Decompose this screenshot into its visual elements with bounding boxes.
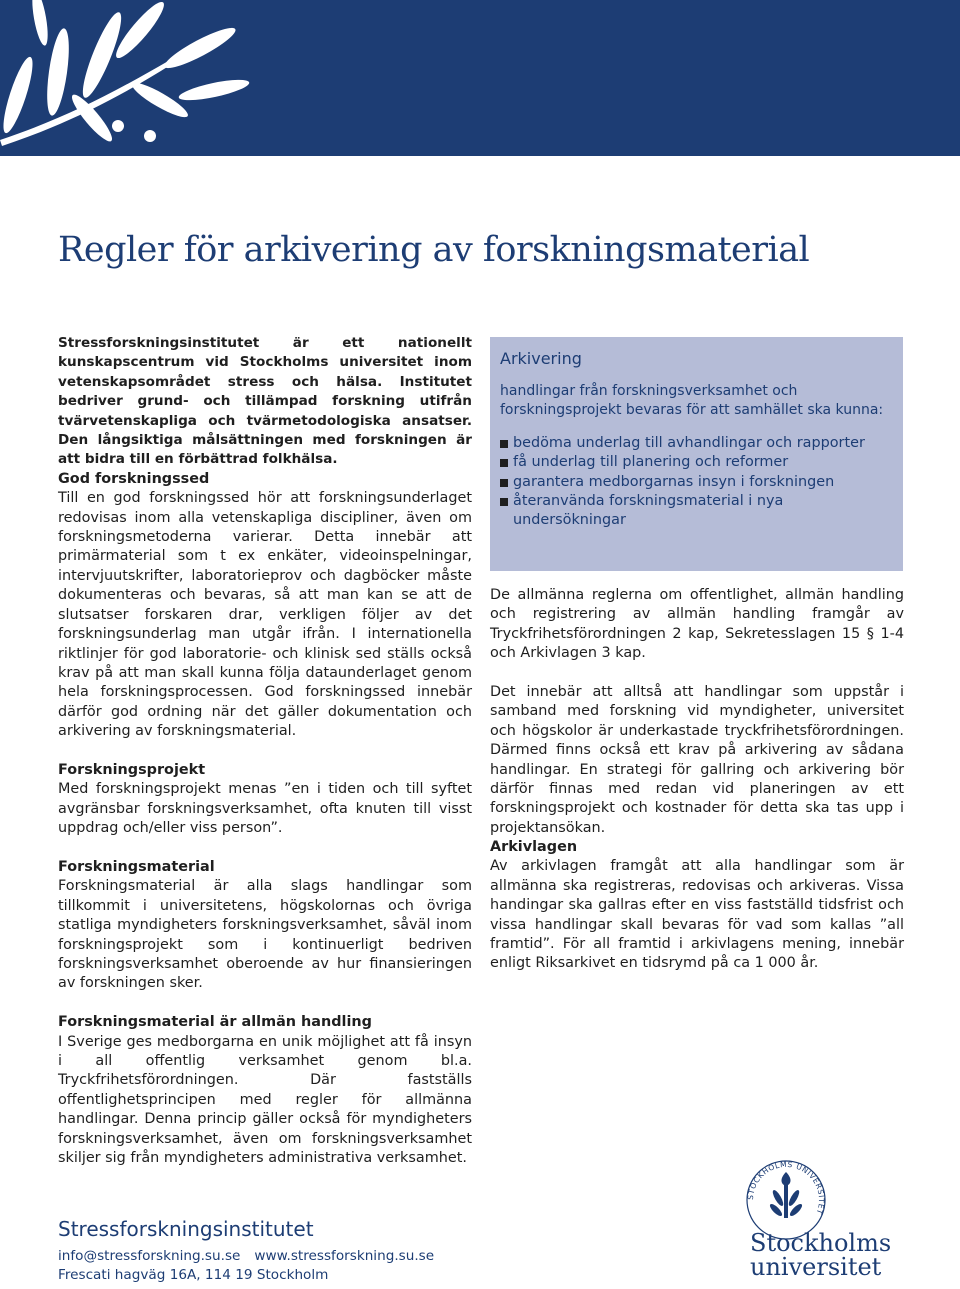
section-heading: Forskningsmaterial (58, 858, 215, 875)
header-banner (0, 0, 960, 156)
list-item-text: bedöma underlag till avhandlingar och rapporter (513, 434, 865, 451)
arkivering-box (490, 337, 903, 571)
right-paragraph-2: Det innebär att alltså att handlingar som uppstår i samband med forskning vid myndigheter, universitet och högskolor är underkastade tryckfrihetsförordningen. Därmed finns också ett krav på arkivering av sådana handlingar. En strategi för gallring och arkivering bör därför finnas med redan vid planeringen av ett forskningsprojekt och kostnader för detta ska tas upp i projektansökan. (490, 684, 904, 836)
intro-paragraph: Stressforskningsinstitutet är ett nationellt kunskapscentrum vid Stockholms universitet inom vetenskapsområdet stress och hälsa. Institutet bedriver grund- och tillämpad forskning utifrån tvärvetenskapliga och tvärmetodologiska ansatser. Den långsiktiga målsättningen med forskningen är att bidra till en förbättrad folkhälsa. (58, 335, 472, 468)
list-item (500, 473, 893, 492)
square-bullet-icon (500, 479, 508, 487)
page-title: Regler för arkivering av forskningsmaterial (58, 230, 810, 270)
section-body: Forskningsmaterial är alla slags handlingar som tillkommit i universitetens, högskolornas och övriga statliga myndigheters forskningsverksamhet, såväl inom forskningsprojekt som i kontinuerligt bedriven forskningsverksamhet oberoende av hur finansieringen av forskningen sker. (58, 878, 472, 992)
university-name-line: universitet (750, 1253, 882, 1281)
section-body: I Sverige ges medborgarna en unik möjlighet att få insyn i all offentlig verksamhet genom bl.a. Tryckfrihetsförordningen. Där fastställs offentlighetsprincipen med regler för allmänna handlingar. Denna princip gäller också för myndigheters forskningsverksamhet, även om forskningsverksamhet skiljer sig från myndigheters administrativa verksamhet. (58, 1033, 472, 1167)
square-bullet-icon (500, 440, 508, 448)
list-item (500, 492, 893, 531)
box-text: handlingar från forskningsverksamhet och forskningsprojekt bevaras för att samhället ska kunna: (500, 383, 884, 419)
footer-institute-name: Stressforskningsinstitutet (58, 1217, 314, 1241)
olive-branch-icon (0, 0, 320, 156)
email-link[interactable]: info@stressforskning.su.se (58, 1248, 241, 1264)
left-column (58, 334, 472, 1188)
section-arkivlagen (490, 838, 904, 974)
section-allman-handling (58, 1013, 472, 1168)
footer-address: Frescati hagväg 16A, 114 19 Stockholm (58, 1267, 329, 1283)
section-heading: Arkivlagen (490, 839, 578, 855)
section-heading: Forskningsmaterial är allmän handling (58, 1014, 372, 1031)
website-link[interactable]: www.stressforskning.su.se (254, 1248, 435, 1264)
list-item-text: få underlag till planering och reformer (513, 454, 789, 471)
section-body: Till en god forskningssed hör att forskningsunderlaget redovisas inom alla vetenskapliga discipliner, även om forskningsmetoderna varierar. Detta innebär att primärmaterial som t ex enkäter, videoinspelningar, intervjuutskrifter, laboratorieprov och dagböcker måste dokumenteras och bevaras, så att man kan se att de slutsatser forskaren drar, verkligen följer av det forskningsunderlag man utgår ifrån. I internationella riktlinjer för god laboratorie- och klinisk sed ställs också krav på att man skall kunna följa dataunderlaget genom hela forskningsprocessen. God forskningssed innebär därför god ordning när det gäller dokumentation och arkivering av forskningsmaterial. (58, 490, 472, 740)
seal-text: STOCKHOLMS UNIVERSITET (745, 1159, 827, 1216)
list-item (500, 434, 893, 453)
section-god-forskningssed (58, 470, 472, 742)
right-paragraph-1: De allmänna reglerna om offentlighet, allmän handling och registrering av allmän handling framgår av Tryckfrihetsförordningen 2 kap, Sekretesslagen 15 § 1-4 och Arkivlagen 3 kap. (490, 587, 904, 662)
list-item-text: garantera medborgarnas insyn i forskningen (513, 473, 835, 490)
university-name (750, 1231, 891, 1279)
university-name-line: Stockholms (750, 1229, 892, 1257)
list-item (500, 453, 893, 472)
section-heading: God forskningssed (58, 470, 210, 487)
list-item-text: återanvända forskningsmaterial i nya undersökningar (513, 493, 784, 529)
section-forskningsmaterial (58, 858, 472, 994)
square-bullet-icon (500, 459, 508, 467)
box-title: Arkivering (500, 349, 582, 368)
section-heading: Forskningsprojekt (58, 761, 206, 778)
square-bullet-icon (500, 498, 508, 506)
footer-contact (58, 1248, 448, 1264)
section-body: Av arkivlagen framgåt att alla handlingar som är allmänna ska registreras, redovisas och arkiveras. Vissa handingar ska gallras efter en viss fastställd tidsfrist och vissa handlingar skall bevaras för vad som kallas ”all framtid”. För all framtid i arkivlagens mening, innebär enligt Riksarkivet en tidsrymd på ca 1 000 år. (490, 858, 904, 972)
section-forskningsprojekt (58, 761, 472, 839)
section-body: Med forskningsprojekt menas ”en i tiden och till syftet avgränsbar forskningsverksamhet, ofta knuten till visst uppdrag och/eller viss person”. (58, 781, 472, 837)
bullet-list (500, 434, 893, 531)
